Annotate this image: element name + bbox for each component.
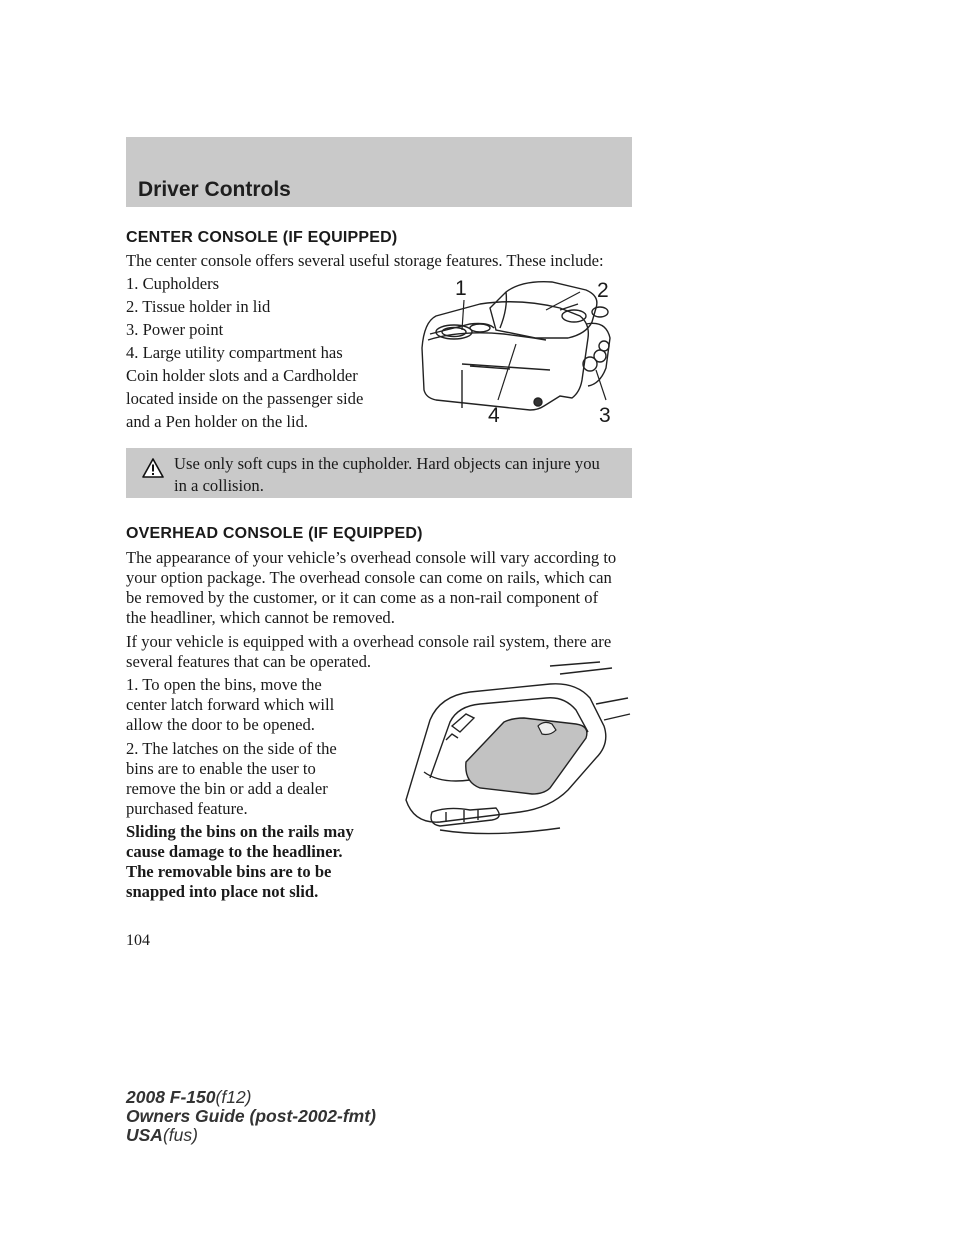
warning-box <box>126 448 632 498</box>
footer-model-code: (f12) <box>215 1087 252 1107</box>
callout-2: 2 <box>597 279 609 302</box>
overhead-para1-line2: your option package. The overhead console can come on rails, which can <box>126 568 612 587</box>
caution-line2: cause damage to the headliner. <box>126 842 343 861</box>
overhead-para1-line4: the headliner, which cannot be removed. <box>126 608 395 627</box>
overhead-step2-line3: remove the bin or add a dealer <box>126 779 328 798</box>
overhead-para2-line1: If your vehicle is equipped with a overhead console rail system, there are <box>126 632 612 651</box>
overhead-step1-line1: 1. To open the bins, move the <box>126 675 322 694</box>
console-item-tissue-holder: 2. Tissue holder in lid <box>126 297 271 316</box>
footer-market: USA <box>126 1125 163 1145</box>
caution-line4: snapped into place not slid. <box>126 882 319 901</box>
overhead-step2-line2: bins are to enable the user to <box>126 759 316 778</box>
caution-line3: The removable bins are to be <box>126 862 332 881</box>
overhead-step1-line2: center latch forward which will <box>126 695 335 714</box>
overhead-step1-line3: allow the door to be opened. <box>126 715 315 734</box>
console-item-utility-line3: located inside on the passenger side <box>126 389 364 408</box>
footer-model: 2008 F-150 <box>126 1087 216 1107</box>
callout-1: 1 <box>455 277 467 300</box>
overhead-para1-line1: The appearance of your vehicle’s overhead console will vary according to <box>126 548 617 567</box>
section-title: Driver Controls <box>138 178 291 201</box>
footer-line1 <box>126 1088 376 1107</box>
overhead-step2-line4: purchased feature. <box>126 799 248 818</box>
console-item-utility-line4: and a Pen holder on the lid. <box>126 412 309 431</box>
warning-text: Use only soft cups in the cupholder. Hard objects can injure you in a collision. <box>174 454 600 495</box>
footer-line3 <box>126 1126 376 1145</box>
warning-triangle-icon <box>142 458 164 478</box>
console-item-cupholders: 1. Cupholders <box>126 274 220 293</box>
overhead-console-heading: OVERHEAD CONSOLE (IF EQUIPPED) <box>126 525 423 542</box>
center-console-heading: CENTER CONSOLE (IF EQUIPPED) <box>126 229 398 246</box>
footer-line2: Owners Guide (post-2002-fmt) <box>126 1106 376 1126</box>
console-item-utility-line2: Coin holder slots and a Cardholder <box>126 366 358 385</box>
console-item-power-point: 3. Power point <box>126 320 224 339</box>
callout-4: 4 <box>488 404 500 427</box>
page-number: 104 <box>126 932 150 949</box>
overhead-para2-line2: several features that can be operated. <box>126 652 372 671</box>
footer-market-code: (fus) <box>162 1125 198 1145</box>
overhead-step2-line1: 2. The latches on the side of the <box>126 739 337 758</box>
callout-3: 3 <box>599 404 611 427</box>
overhead-console-illustration <box>400 660 632 842</box>
center-console-intro: The center console offers several useful storage features. These include: <box>126 251 604 270</box>
caution-line1: Sliding the bins on the rails may <box>126 822 354 841</box>
console-item-utility-line1: 4. Large utility compartment has <box>126 343 343 362</box>
footer <box>126 1088 376 1145</box>
overhead-para1-line3: be removed by the customer, or it can come as a non-rail component of <box>126 588 599 607</box>
